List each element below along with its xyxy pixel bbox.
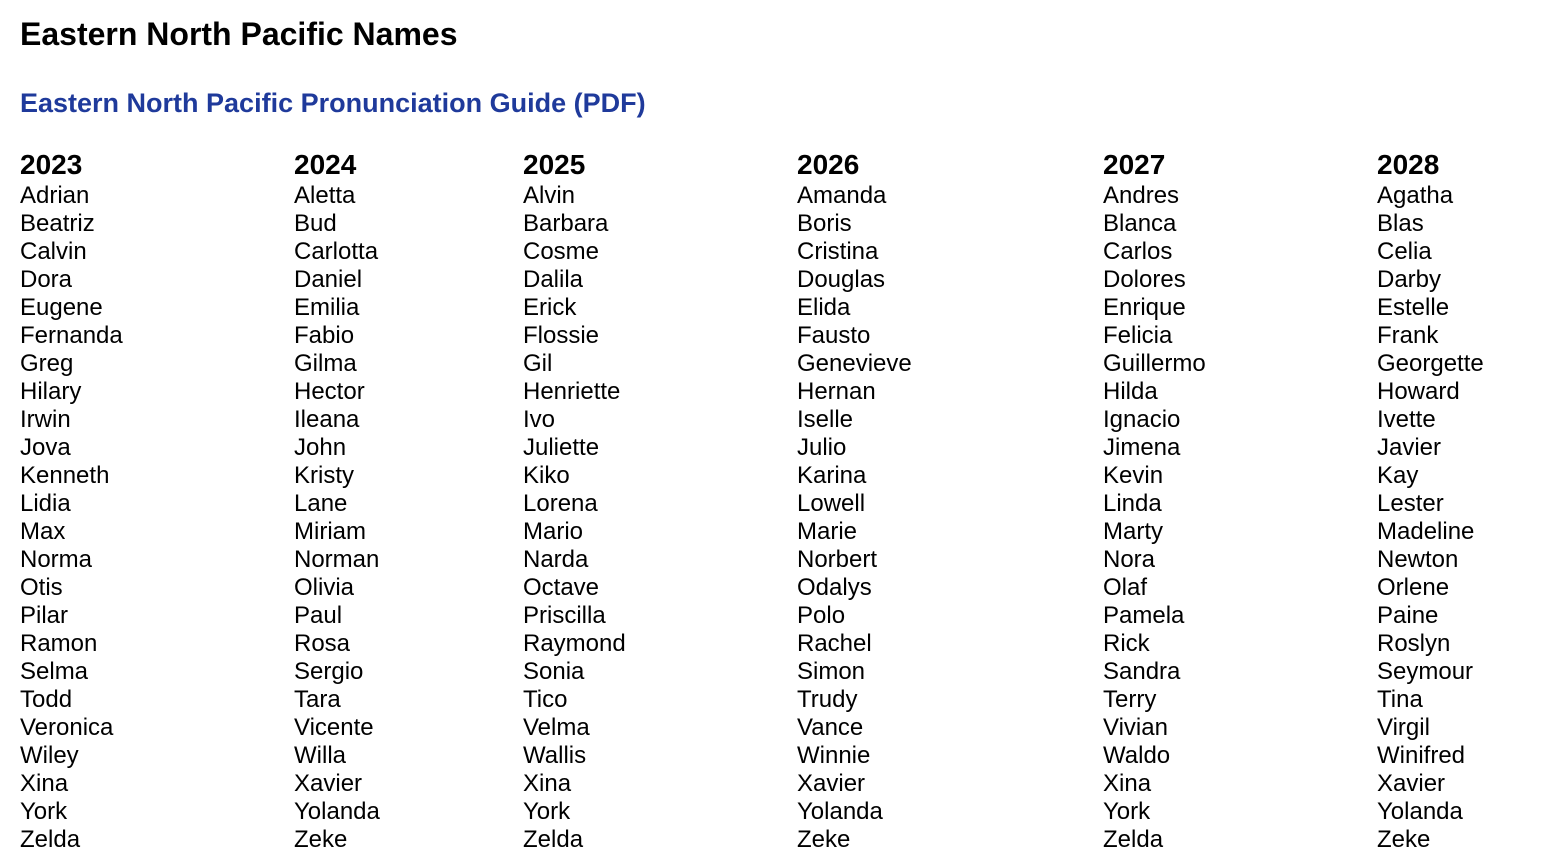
storm-name: Polo: [797, 602, 846, 629]
storm-name: Zeke: [1377, 826, 1431, 853]
storm-name: Wallis: [523, 742, 587, 769]
storm-name: Calvin: [20, 238, 87, 265]
storm-name: Flossie: [523, 322, 600, 349]
storm-name: Darby: [1377, 266, 1442, 293]
year-heading: 2026: [797, 149, 860, 180]
storm-name: Erick: [523, 294, 577, 321]
storm-name: Otis: [20, 574, 63, 601]
storm-name: Dalila: [523, 266, 584, 293]
storm-name: Blas: [1377, 210, 1424, 237]
storm-name: Sergio: [294, 658, 364, 685]
storm-name: Pamela: [1103, 602, 1185, 629]
storm-name: Elida: [797, 294, 851, 321]
storm-name: Veronica: [20, 714, 114, 741]
storm-name: Douglas: [797, 266, 886, 293]
name-list: [523, 182, 783, 854]
storm-name: Henriette: [523, 378, 621, 405]
storm-name: Zeke: [797, 826, 851, 853]
storm-name: Julio: [797, 434, 847, 461]
storm-name: Yolanda: [1377, 798, 1463, 825]
storm-name: Sonia: [523, 658, 585, 685]
storm-name: John: [294, 434, 347, 461]
page-title: Eastern North Pacific Names: [20, 16, 458, 52]
storm-name: Rick: [1103, 630, 1150, 657]
storm-name: Tina: [1377, 686, 1423, 713]
year-heading: 2028: [1377, 149, 1440, 180]
storm-name: Willa: [294, 742, 346, 769]
storm-name: Yolanda: [797, 798, 883, 825]
name-list: [1377, 182, 1552, 854]
storm-name: Wiley: [20, 742, 79, 769]
storm-name: Newton: [1377, 546, 1459, 573]
storm-name: Paul: [294, 602, 343, 629]
storm-name: Amanda: [797, 182, 887, 209]
storm-name: Lidia: [20, 490, 71, 517]
storm-name: Eugene: [20, 294, 103, 321]
name-list: [20, 182, 280, 854]
storm-name: Hernan: [797, 378, 876, 405]
storm-name: Odalys: [797, 574, 872, 601]
storm-name: Norma: [20, 546, 93, 573]
storm-name: Andres: [1103, 182, 1180, 209]
storm-name: Iselle: [797, 406, 854, 433]
storm-name: Kiko: [523, 462, 570, 489]
storm-name: Emilia: [294, 294, 360, 321]
storm-name: Vicente: [294, 714, 374, 741]
storm-name: Zelda: [523, 826, 584, 853]
storm-name: Celia: [1377, 238, 1432, 265]
storm-name: Felicia: [1103, 322, 1173, 349]
storm-name: Pilar: [20, 602, 69, 629]
storm-name: Frank: [1377, 322, 1439, 349]
storm-name: Lowell: [797, 490, 866, 517]
storm-name: Hector: [294, 378, 365, 405]
storm-name: Tara: [294, 686, 341, 713]
storm-name: Olivia: [294, 574, 355, 601]
storm-name: Terry: [1103, 686, 1157, 713]
storm-name: Daniel: [294, 266, 363, 293]
storm-name: Carlos: [1103, 238, 1173, 265]
storm-name: Aletta: [294, 182, 356, 209]
storm-name: Kevin: [1103, 462, 1164, 489]
storm-name: Dora: [20, 266, 73, 293]
storm-name: Adrian: [20, 182, 90, 209]
storm-name: Norman: [294, 546, 380, 573]
storm-name: Marty: [1103, 518, 1163, 545]
storm-name: Blanca: [1103, 210, 1177, 237]
storm-name: Nora: [1103, 546, 1156, 573]
storm-name: Raymond: [523, 630, 626, 657]
storm-name: Georgette: [1377, 350, 1484, 377]
storm-name: York: [523, 798, 571, 825]
name-list: [797, 182, 1057, 854]
storm-name: Kenneth: [20, 462, 110, 489]
storm-name: Ramon: [20, 630, 98, 657]
storm-name: Ileana: [294, 406, 360, 433]
storm-name: Paine: [1377, 602, 1439, 629]
storm-name: Rosa: [294, 630, 351, 657]
storm-name: Waldo: [1103, 742, 1171, 769]
storm-name: Lorena: [523, 490, 598, 517]
storm-name: Hilary: [20, 378, 82, 405]
storm-name: Roslyn: [1377, 630, 1451, 657]
pronunciation-guide-link[interactable]: Eastern North Pacific Pronunciation Guide (PDF): [20, 88, 646, 118]
storm-name: Virgil: [1377, 714, 1430, 741]
storm-name: Genevieve: [797, 350, 912, 377]
storm-name: Vivian: [1103, 714, 1168, 741]
storm-name: Javier: [1377, 434, 1442, 461]
storm-name: Max: [20, 518, 66, 545]
year-column: [523, 148, 783, 854]
storm-name: Irwin: [20, 406, 71, 433]
storm-name: Howard: [1377, 378, 1460, 405]
storm-name: Rachel: [797, 630, 872, 657]
storm-name: Sandra: [1103, 658, 1181, 685]
storm-name: Dolores: [1103, 266, 1186, 293]
storm-name: Carlotta: [294, 238, 379, 265]
storm-name: Mario: [523, 518, 584, 545]
storm-name: Boris: [797, 210, 852, 237]
storm-name: Norbert: [797, 546, 878, 573]
storm-name: Selma: [20, 658, 89, 685]
storm-name: Orlene: [1377, 574, 1450, 601]
storm-name: Fernanda: [20, 322, 123, 349]
storm-name: Madeline: [1377, 518, 1475, 545]
storm-name: Linda: [1103, 490, 1162, 517]
storm-name: Enrique: [1103, 294, 1186, 321]
storm-name: Zeke: [294, 826, 348, 853]
storm-name: Estelle: [1377, 294, 1450, 321]
storm-name: Xina: [20, 770, 69, 797]
storm-name: Bud: [294, 210, 337, 237]
storm-name: Greg: [20, 350, 74, 377]
storm-name: Ignacio: [1103, 406, 1181, 433]
storm-name: York: [1103, 798, 1151, 825]
storm-name: Hilda: [1103, 378, 1158, 405]
storm-name: Jimena: [1103, 434, 1181, 461]
storm-name: Barbara: [523, 210, 609, 237]
storm-name: Xina: [523, 770, 572, 797]
storm-name: Simon: [797, 658, 866, 685]
storm-name: Velma: [523, 714, 590, 741]
storm-name: Juliette: [523, 434, 600, 461]
storm-name: Lester: [1377, 490, 1444, 517]
storm-name: Yolanda: [294, 798, 380, 825]
storm-name: Beatriz: [20, 210, 95, 237]
storm-name: Zelda: [20, 826, 81, 853]
storm-name: Fausto: [797, 322, 871, 349]
storm-name: Gilma: [294, 350, 357, 377]
storm-name: Gil: [523, 350, 553, 377]
storm-name: Xavier: [294, 770, 363, 797]
year-column: [294, 148, 554, 854]
storm-name: Trudy: [797, 686, 858, 713]
storm-name: Xavier: [1377, 770, 1446, 797]
storm-name: Winifred: [1377, 742, 1466, 769]
storm-name: Zelda: [1103, 826, 1164, 853]
name-list: [294, 182, 554, 854]
storm-name: Alvin: [523, 182, 576, 209]
storm-name: Vance: [797, 714, 864, 741]
storm-name: Agatha: [1377, 182, 1454, 209]
storm-name: Ivo: [523, 406, 556, 433]
storm-name: Cristina: [797, 238, 879, 265]
storm-name: Octave: [523, 574, 600, 601]
storm-name: Jova: [20, 434, 71, 461]
storm-name: Ivette: [1377, 406, 1436, 433]
storm-name: Kristy: [294, 462, 354, 489]
year-column: [20, 148, 280, 854]
storm-name: Olaf: [1103, 574, 1148, 601]
storm-name: Fabio: [294, 322, 355, 349]
year-heading: 2025: [523, 149, 586, 180]
storm-name: Xavier: [797, 770, 866, 797]
storm-name: Lane: [294, 490, 348, 517]
year-column: [1377, 148, 1552, 854]
storm-name: Narda: [523, 546, 589, 573]
storm-name: Seymour: [1377, 658, 1474, 685]
storm-name: Tico: [523, 686, 568, 713]
storm-name: Kay: [1377, 462, 1419, 489]
storm-name: York: [20, 798, 68, 825]
storm-name: Karina: [797, 462, 867, 489]
storm-name: Todd: [20, 686, 73, 713]
storm-name: Marie: [797, 518, 858, 545]
storm-name: Xina: [1103, 770, 1152, 797]
storm-name: Priscilla: [523, 602, 606, 629]
storm-name: Miriam: [294, 518, 366, 545]
name-list: [1103, 182, 1363, 854]
storm-name: Cosme: [523, 238, 600, 265]
year-heading: 2023: [20, 149, 83, 180]
year-heading: 2024: [294, 149, 357, 180]
year-column: [1103, 148, 1363, 854]
year-column: [797, 148, 1057, 854]
year-heading: 2027: [1103, 149, 1166, 180]
storm-name: Winnie: [797, 742, 871, 769]
storm-name: Guillermo: [1103, 350, 1206, 377]
